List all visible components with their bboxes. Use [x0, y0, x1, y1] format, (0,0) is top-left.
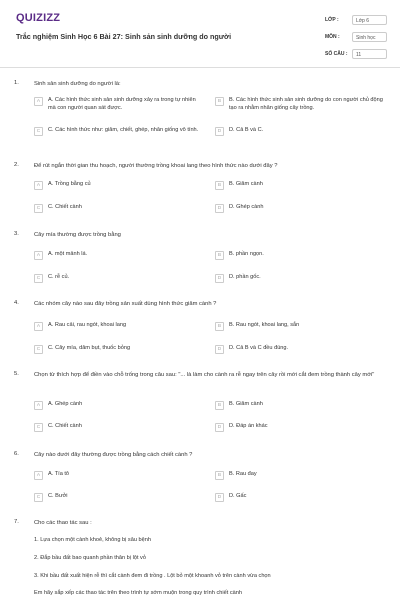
- question-number: 5.: [14, 371, 19, 377]
- option-d[interactable]: [215, 345, 384, 354]
- meta-value: Sinh học: [352, 32, 387, 42]
- option-c[interactable]: [34, 274, 203, 283]
- option-b[interactable]: [215, 322, 384, 331]
- option-b[interactable]: [215, 181, 384, 190]
- option-key: D: [215, 204, 224, 213]
- meta-value: Lớp 6: [352, 15, 387, 25]
- option-text: D. Ghép cành: [229, 204, 264, 210]
- option-key: A: [34, 322, 43, 331]
- option-d[interactable]: [215, 423, 384, 432]
- option-text: D. Gấc: [229, 493, 247, 499]
- option-key: D: [215, 493, 224, 502]
- option-text: D. Đáp án khác: [229, 423, 268, 429]
- option-key: B: [215, 471, 224, 480]
- question-number: 1.: [14, 80, 19, 86]
- option-key: D: [215, 345, 224, 354]
- option-c[interactable]: [34, 127, 203, 136]
- option-c[interactable]: [34, 423, 203, 432]
- option-d[interactable]: [215, 204, 384, 213]
- step-prompt: Em hãy sắp xếp các thao tác trên theo trình tự sớm muộn trong quy trình chiết cành: [34, 590, 242, 596]
- option-a[interactable]: [34, 471, 203, 480]
- option-text: B. Các hình thức sinh sản sinh dưỡng do con người chủ động tạo ra nhằm nhân giống cây trồng.: [229, 97, 383, 111]
- question-7: [14, 519, 388, 599]
- option-key: B: [215, 401, 224, 410]
- option-key: A: [34, 471, 43, 480]
- option-d[interactable]: [215, 127, 384, 136]
- question-5: [14, 371, 388, 441]
- option-a[interactable]: [34, 322, 203, 331]
- option-key: B: [215, 251, 224, 260]
- meta-row-class: [325, 13, 387, 27]
- option-text: B. phần ngọn.: [229, 251, 264, 257]
- option-b[interactable]: [215, 97, 384, 112]
- question-3: [14, 231, 388, 291]
- question-text: Cây nào dưới đây thường được trồng bằng cách chiết cành ?: [34, 452, 193, 458]
- step-item: 3. Khi bầu đất xuất hiện rễ thì cắt cành đem đi trồng . Lột bỏ một khoanh vỏ trên cành vừa chọn: [34, 573, 271, 579]
- option-key: A: [34, 97, 43, 106]
- option-text: C. Cây mía, dâm bụt, thuốc bỏng: [48, 345, 131, 351]
- question-text: Để rút ngắn thời gian thu hoạch, người thường trồng khoai lang theo hình thức nào dưới đây ?: [34, 163, 278, 169]
- option-text: A. Tía tô: [48, 471, 70, 477]
- quizizz-logo: QUIZIZZ: [16, 12, 61, 24]
- option-text: C. Chiết cành: [48, 423, 82, 429]
- option-a[interactable]: [34, 97, 203, 112]
- option-key: C: [34, 274, 43, 283]
- option-a[interactable]: [34, 401, 203, 410]
- option-text: C. rễ củ.: [48, 274, 70, 280]
- option-a[interactable]: [34, 251, 203, 260]
- option-key: C: [34, 127, 43, 136]
- option-text: B. Rau ngót, khoai lang, sắn: [229, 322, 300, 328]
- option-key: D: [215, 127, 224, 136]
- option-key: C: [34, 204, 43, 213]
- question-text: Chọn từ thích hợp để điền vào chỗ trống trong câu sau: "... là làm cho cành ra rễ ngay trên cây rồi mới cắt đem trồng thành cây mới": [34, 372, 375, 378]
- option-text: A. một mảnh lá.: [48, 251, 88, 257]
- question-number: 4.: [14, 300, 19, 306]
- question-number: 7.: [14, 519, 19, 525]
- option-b[interactable]: [215, 471, 384, 480]
- question-text: Cho các thao tác sau :: [34, 520, 92, 526]
- meta-value: 11: [352, 49, 387, 59]
- option-key: B: [215, 97, 224, 106]
- option-key: C: [34, 345, 43, 354]
- meta-row-subject: [325, 30, 387, 44]
- option-c[interactable]: [34, 493, 203, 502]
- option-text: D. phần gốc.: [229, 274, 261, 280]
- question-text: Sinh sản sinh dưỡng do người là:: [34, 81, 121, 87]
- question-6: [14, 451, 388, 511]
- option-text: C. Các hình thức như: giâm, chiết, ghép, nhân giống vô tính.: [48, 127, 199, 133]
- question-text: Các nhóm cây nào sau đây trồng sản xuất dùng hình thức giâm cành ?: [34, 301, 217, 307]
- question-number: 6.: [14, 451, 19, 457]
- option-b[interactable]: [215, 401, 384, 410]
- option-text: B. Giâm cành: [229, 401, 263, 407]
- option-key: B: [215, 322, 224, 331]
- option-key: B: [215, 181, 224, 190]
- question-1: [14, 80, 388, 150]
- option-key: A: [34, 251, 43, 260]
- option-text: A. Trồng bằng củ: [48, 181, 91, 187]
- option-a[interactable]: [34, 181, 203, 190]
- option-text: B. Rau đay: [229, 471, 257, 477]
- meta-row-count: [325, 47, 387, 61]
- meta-label: SỐ CÂU :: [325, 51, 348, 57]
- option-c[interactable]: [34, 345, 203, 354]
- header-divider: [0, 67, 400, 68]
- option-text: D. Cả B và C.: [229, 127, 264, 133]
- worksheet-title: Trắc nghiệm Sinh Học 6 Bài 27: Sinh sản sinh dưỡng do người: [16, 32, 232, 41]
- option-key: D: [215, 423, 224, 432]
- worksheet-meta: [325, 13, 387, 64]
- option-text: B. Giâm cành: [229, 181, 263, 187]
- option-d[interactable]: [215, 493, 384, 502]
- option-key: A: [34, 181, 43, 190]
- question-number: 2.: [14, 162, 19, 168]
- option-d[interactable]: [215, 274, 384, 283]
- question-2: [14, 162, 388, 222]
- meta-label: LỚP :: [325, 17, 339, 23]
- option-c[interactable]: [34, 204, 203, 213]
- option-text: A. Các hình thức sinh sản sinh dưỡng xảy ra trong tự nhiên mà con người quan sát được.: [48, 97, 196, 111]
- step-item: 2. Đắp bầu đất bao quanh phần thân bị lột vỏ: [34, 555, 146, 561]
- option-key: A: [34, 401, 43, 410]
- meta-label: MÔN :: [325, 34, 340, 40]
- option-b[interactable]: [215, 251, 384, 260]
- option-text: A. Rau cải, rau ngót, khoai lang: [48, 322, 127, 328]
- option-text: C. Bưởi: [48, 493, 68, 499]
- question-text: Cây mía thường được trồng bằng: [34, 232, 121, 238]
- option-key: D: [215, 274, 224, 283]
- option-text: A. Ghép cành: [48, 401, 83, 407]
- question-4: [14, 300, 388, 360]
- option-key: C: [34, 493, 43, 502]
- step-item: 1. Lựa chọn một cành khoẻ, không bị sâu bệnh: [34, 537, 151, 543]
- option-key: C: [34, 423, 43, 432]
- question-number: 3.: [14, 231, 19, 237]
- option-text: C. Chiết cành: [48, 204, 82, 210]
- option-text: D. Cả B và C đều đúng.: [229, 345, 289, 351]
